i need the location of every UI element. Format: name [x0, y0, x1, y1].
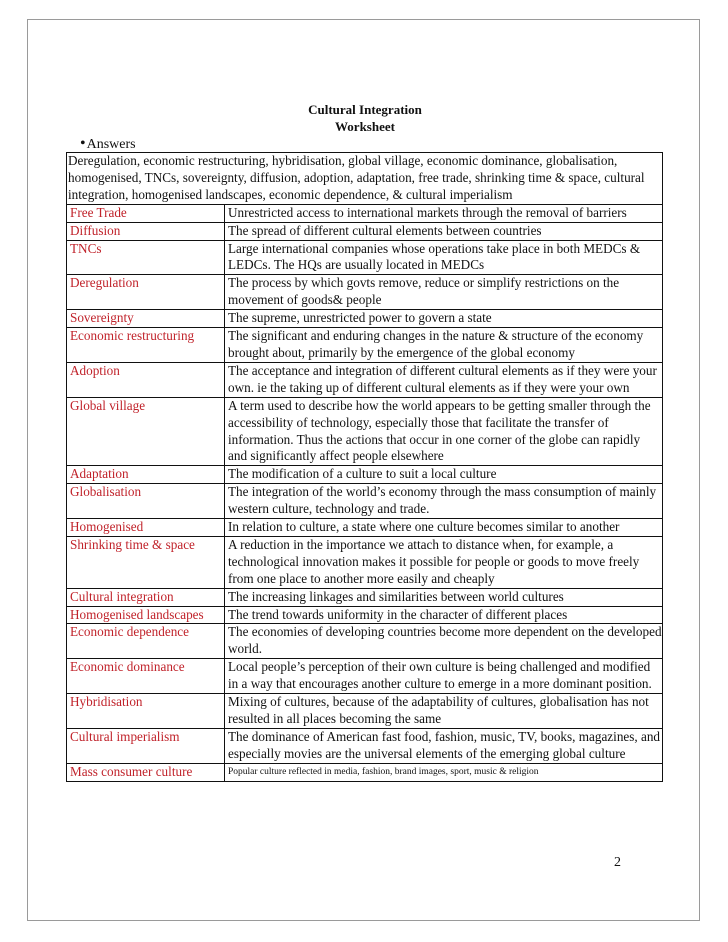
glossary-definition: Mixing of cultures, because of the adaptability of cultures, globalisation has not resulted in all places becoming the same: [225, 694, 663, 729]
glossary-definition: The trend towards uniformity in the character of different places: [225, 606, 663, 624]
glossary-row: [67, 519, 663, 537]
glossary-term: Economic dominance: [67, 659, 225, 694]
glossary-definition: Large international companies whose operations take place in both MEDCs & LEDCs. The HQs are usually located in MEDCs: [225, 240, 663, 275]
glossary-term: Homogenised: [67, 519, 225, 537]
glossary-definition: Unrestricted access to international markets through the removal of barriers: [225, 204, 663, 222]
word-bank-row: [67, 153, 663, 205]
glossary-row: [67, 659, 663, 694]
title-line-1: Cultural Integration: [308, 102, 422, 117]
glossary-term: Economic restructuring: [67, 328, 225, 363]
glossary-row: [67, 484, 663, 519]
glossary-definition: Local people’s perception of their own culture is being challenged and modified in a way that encourages another culture to emerge in a more dominant position.: [225, 659, 663, 694]
glossary-row: [67, 328, 663, 363]
glossary-definition: The integration of the world’s economy through the mass consumption of mainly western culture, technology and trade.: [225, 484, 663, 519]
glossary-definition: A reduction in the importance we attach to distance when, for example, a technological innovation makes it possible for people or goods to move freely from one place to another more easily and cheaply: [225, 536, 663, 588]
glossary-definition: The economies of developing countries become more dependent on the developed world.: [225, 624, 663, 659]
glossary-definition: The process by which govts remove, reduce or simplify restrictions on the movement of goods& people: [225, 275, 663, 310]
glossary-term: Shrinking time & space: [67, 536, 225, 588]
glossary-term: Sovereignty: [67, 310, 225, 328]
glossary-row: [67, 624, 663, 659]
glossary-term: Cultural imperialism: [67, 728, 225, 763]
bullet-icon: •: [80, 135, 86, 152]
glossary-term: Economic dependence: [67, 624, 225, 659]
title-line-2: Worksheet: [335, 119, 395, 134]
glossary-row: [67, 310, 663, 328]
glossary-row: [67, 240, 663, 275]
glossary-row: [67, 536, 663, 588]
glossary-definition: The supreme, unrestricted power to govern a state: [225, 310, 663, 328]
glossary-term: Deregulation: [67, 275, 225, 310]
glossary-row: [67, 694, 663, 729]
glossary-definition: In relation to culture, a state where one culture becomes similar to another: [225, 519, 663, 537]
glossary-table-body: [67, 153, 663, 782]
glossary-row: [67, 606, 663, 624]
glossary-row: [67, 204, 663, 222]
page-number: 2: [614, 855, 621, 870]
glossary-row: [67, 763, 663, 781]
glossary-row: [67, 397, 663, 466]
glossary-row: [67, 275, 663, 310]
word-bank-text: Deregulation, economic restructuring, hybridisation, global village, economic dominance, globalisation, homogenised, TNCs, sovereignty, diffusion, adoption, adaptation, free trade, shrinking time & space, cultural integration, homogenised landscapes, economic dependence, & cultural imperialism: [67, 153, 663, 205]
glossary-term: TNCs: [67, 240, 225, 275]
glossary-term: Cultural integration: [67, 588, 225, 606]
glossary-term: Globalisation: [67, 484, 225, 519]
glossary-term: Diffusion: [67, 222, 225, 240]
glossary-term: Adoption: [67, 362, 225, 397]
glossary-definition: The spread of different cultural elements between countries: [225, 222, 663, 240]
glossary-row: [67, 466, 663, 484]
answers-heading: [80, 136, 136, 153]
glossary-term: Homogenised landscapes: [67, 606, 225, 624]
glossary-term: Adaptation: [67, 466, 225, 484]
glossary-table: [66, 152, 663, 782]
glossary-term: Hybridisation: [67, 694, 225, 729]
worksheet-title: [240, 101, 490, 135]
glossary-definition: The acceptance and integration of different cultural elements as if they were your own. ie the taking up of different cultural elements as if they were your own: [225, 362, 663, 397]
glossary-definition: The modification of a culture to suit a local culture: [225, 466, 663, 484]
glossary-definition: The increasing linkages and similarities between world cultures: [225, 588, 663, 606]
glossary-term: Global village: [67, 397, 225, 466]
glossary-definition: A term used to describe how the world appears to be getting smaller through the accessibility of technology, especially those that facilitate the transfer of information. Thus the actions that occur in one corner of the globe can rapidly and significantly affect people elsewhere: [225, 397, 663, 466]
glossary-definition: Popular culture reflected in media, fashion, brand images, sport, music & religion: [225, 763, 663, 781]
glossary-row: [67, 588, 663, 606]
glossary-term: Mass consumer culture: [67, 763, 225, 781]
glossary-definition: The dominance of American fast food, fashion, music, TV, books, magazines, and especially movies are the universal elements of the emerging global culture: [225, 728, 663, 763]
glossary-row: [67, 728, 663, 763]
glossary-term: Free Trade: [67, 204, 225, 222]
answers-label: Answers: [86, 137, 136, 152]
glossary-row: [67, 362, 663, 397]
glossary-row: [67, 222, 663, 240]
glossary-definition: The significant and enduring changes in the nature & structure of the economy brought about, primarily by the emergence of the global economy: [225, 328, 663, 363]
